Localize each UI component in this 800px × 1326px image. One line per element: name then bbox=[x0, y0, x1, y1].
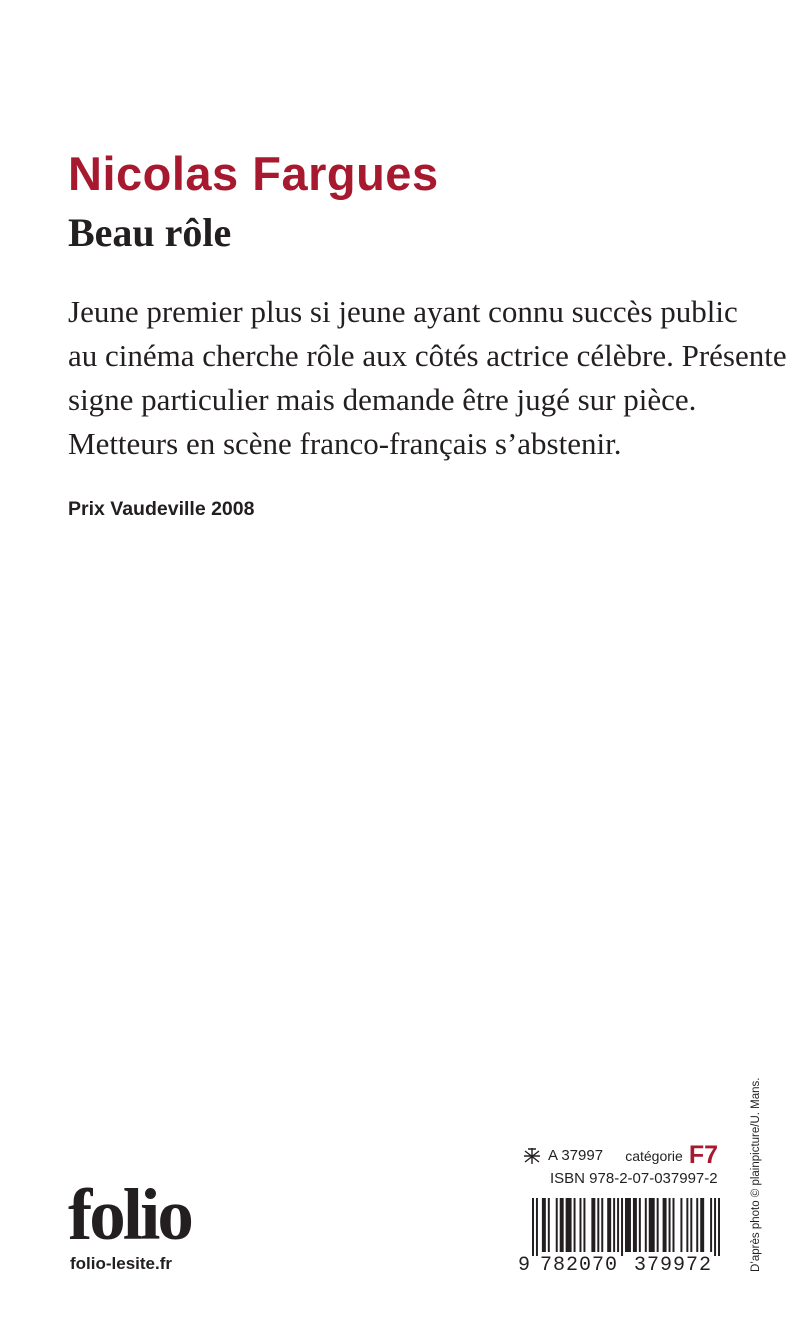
barcode-digits-right: 379972 bbox=[633, 1254, 712, 1277]
barcode-bar bbox=[621, 1198, 623, 1256]
barcode-bar bbox=[613, 1198, 615, 1252]
barcode-bar bbox=[601, 1198, 603, 1252]
barcode-digits bbox=[518, 1256, 720, 1276]
blurb-line: au cinéma cherche rôle aux côtés actrice célèbre. Présente bbox=[68, 338, 787, 373]
category-code: F7 bbox=[688, 1141, 718, 1169]
prize-label: Prix Vaudeville 2008 bbox=[68, 498, 255, 520]
isbn: ISBN 978-2-07-037997-2 bbox=[550, 1170, 718, 1187]
blurb-line: Metteurs en scène franco-français s’abstenir. bbox=[68, 426, 622, 461]
barcode-bars bbox=[532, 1198, 720, 1256]
barcode-bar bbox=[556, 1198, 558, 1252]
barcode-bar bbox=[617, 1198, 619, 1252]
reference-code: A 37997 bbox=[548, 1147, 604, 1164]
barcode-bar bbox=[639, 1198, 641, 1252]
barcode-bar bbox=[607, 1198, 611, 1252]
gallimard-star-icon bbox=[522, 1147, 542, 1165]
barcode-bar bbox=[673, 1198, 675, 1252]
barcode-bar bbox=[649, 1198, 655, 1252]
barcode-bar bbox=[542, 1198, 546, 1252]
barcode bbox=[518, 1198, 720, 1276]
barcode-bar bbox=[633, 1198, 637, 1252]
barcode-bar bbox=[714, 1198, 716, 1256]
barcode-bar bbox=[548, 1198, 550, 1252]
barcode-bar bbox=[579, 1198, 581, 1252]
barcode-bar bbox=[669, 1198, 671, 1252]
blurb-line: signe particulier mais demande être jugé sur pièce. bbox=[68, 382, 697, 417]
barcode-digits-left: 782070 bbox=[539, 1254, 618, 1277]
blurb-line: Jeune premier plus si jeune ayant connu succès public bbox=[68, 294, 738, 329]
book-title: Beau rôle bbox=[68, 210, 232, 255]
barcode-bar bbox=[718, 1198, 720, 1256]
author-name: Nicolas Fargues bbox=[68, 147, 439, 200]
barcode-bar bbox=[645, 1198, 647, 1252]
barcode-bar bbox=[591, 1198, 595, 1252]
barcode-bar bbox=[536, 1198, 538, 1256]
barcode-bar bbox=[560, 1198, 564, 1252]
folio-logo: folio bbox=[68, 1174, 191, 1255]
barcode-bar bbox=[532, 1198, 534, 1256]
barcode-bar bbox=[583, 1198, 585, 1252]
photo-credit: D’après photo © plainpicture/U. Mans. bbox=[750, 1077, 762, 1272]
barcode-bar bbox=[574, 1198, 576, 1252]
barcode-bar bbox=[663, 1198, 667, 1252]
barcode-bar bbox=[625, 1198, 631, 1252]
barcode-bar bbox=[696, 1198, 698, 1252]
barcode-bar bbox=[700, 1198, 704, 1252]
category-label: catégorie bbox=[625, 1147, 683, 1164]
barcode-bar bbox=[566, 1198, 572, 1252]
barcode-bar bbox=[597, 1198, 599, 1252]
barcode-bar bbox=[710, 1198, 712, 1252]
barcode-bar bbox=[680, 1198, 682, 1252]
website-label: folio-lesite.fr bbox=[70, 1254, 173, 1273]
barcode-digit-first: 9 bbox=[518, 1254, 531, 1277]
barcode-bar bbox=[657, 1198, 659, 1252]
barcode-bar bbox=[686, 1198, 688, 1252]
barcode-bar bbox=[690, 1198, 692, 1252]
reference-row bbox=[522, 1143, 718, 1168]
blurb bbox=[68, 290, 787, 466]
